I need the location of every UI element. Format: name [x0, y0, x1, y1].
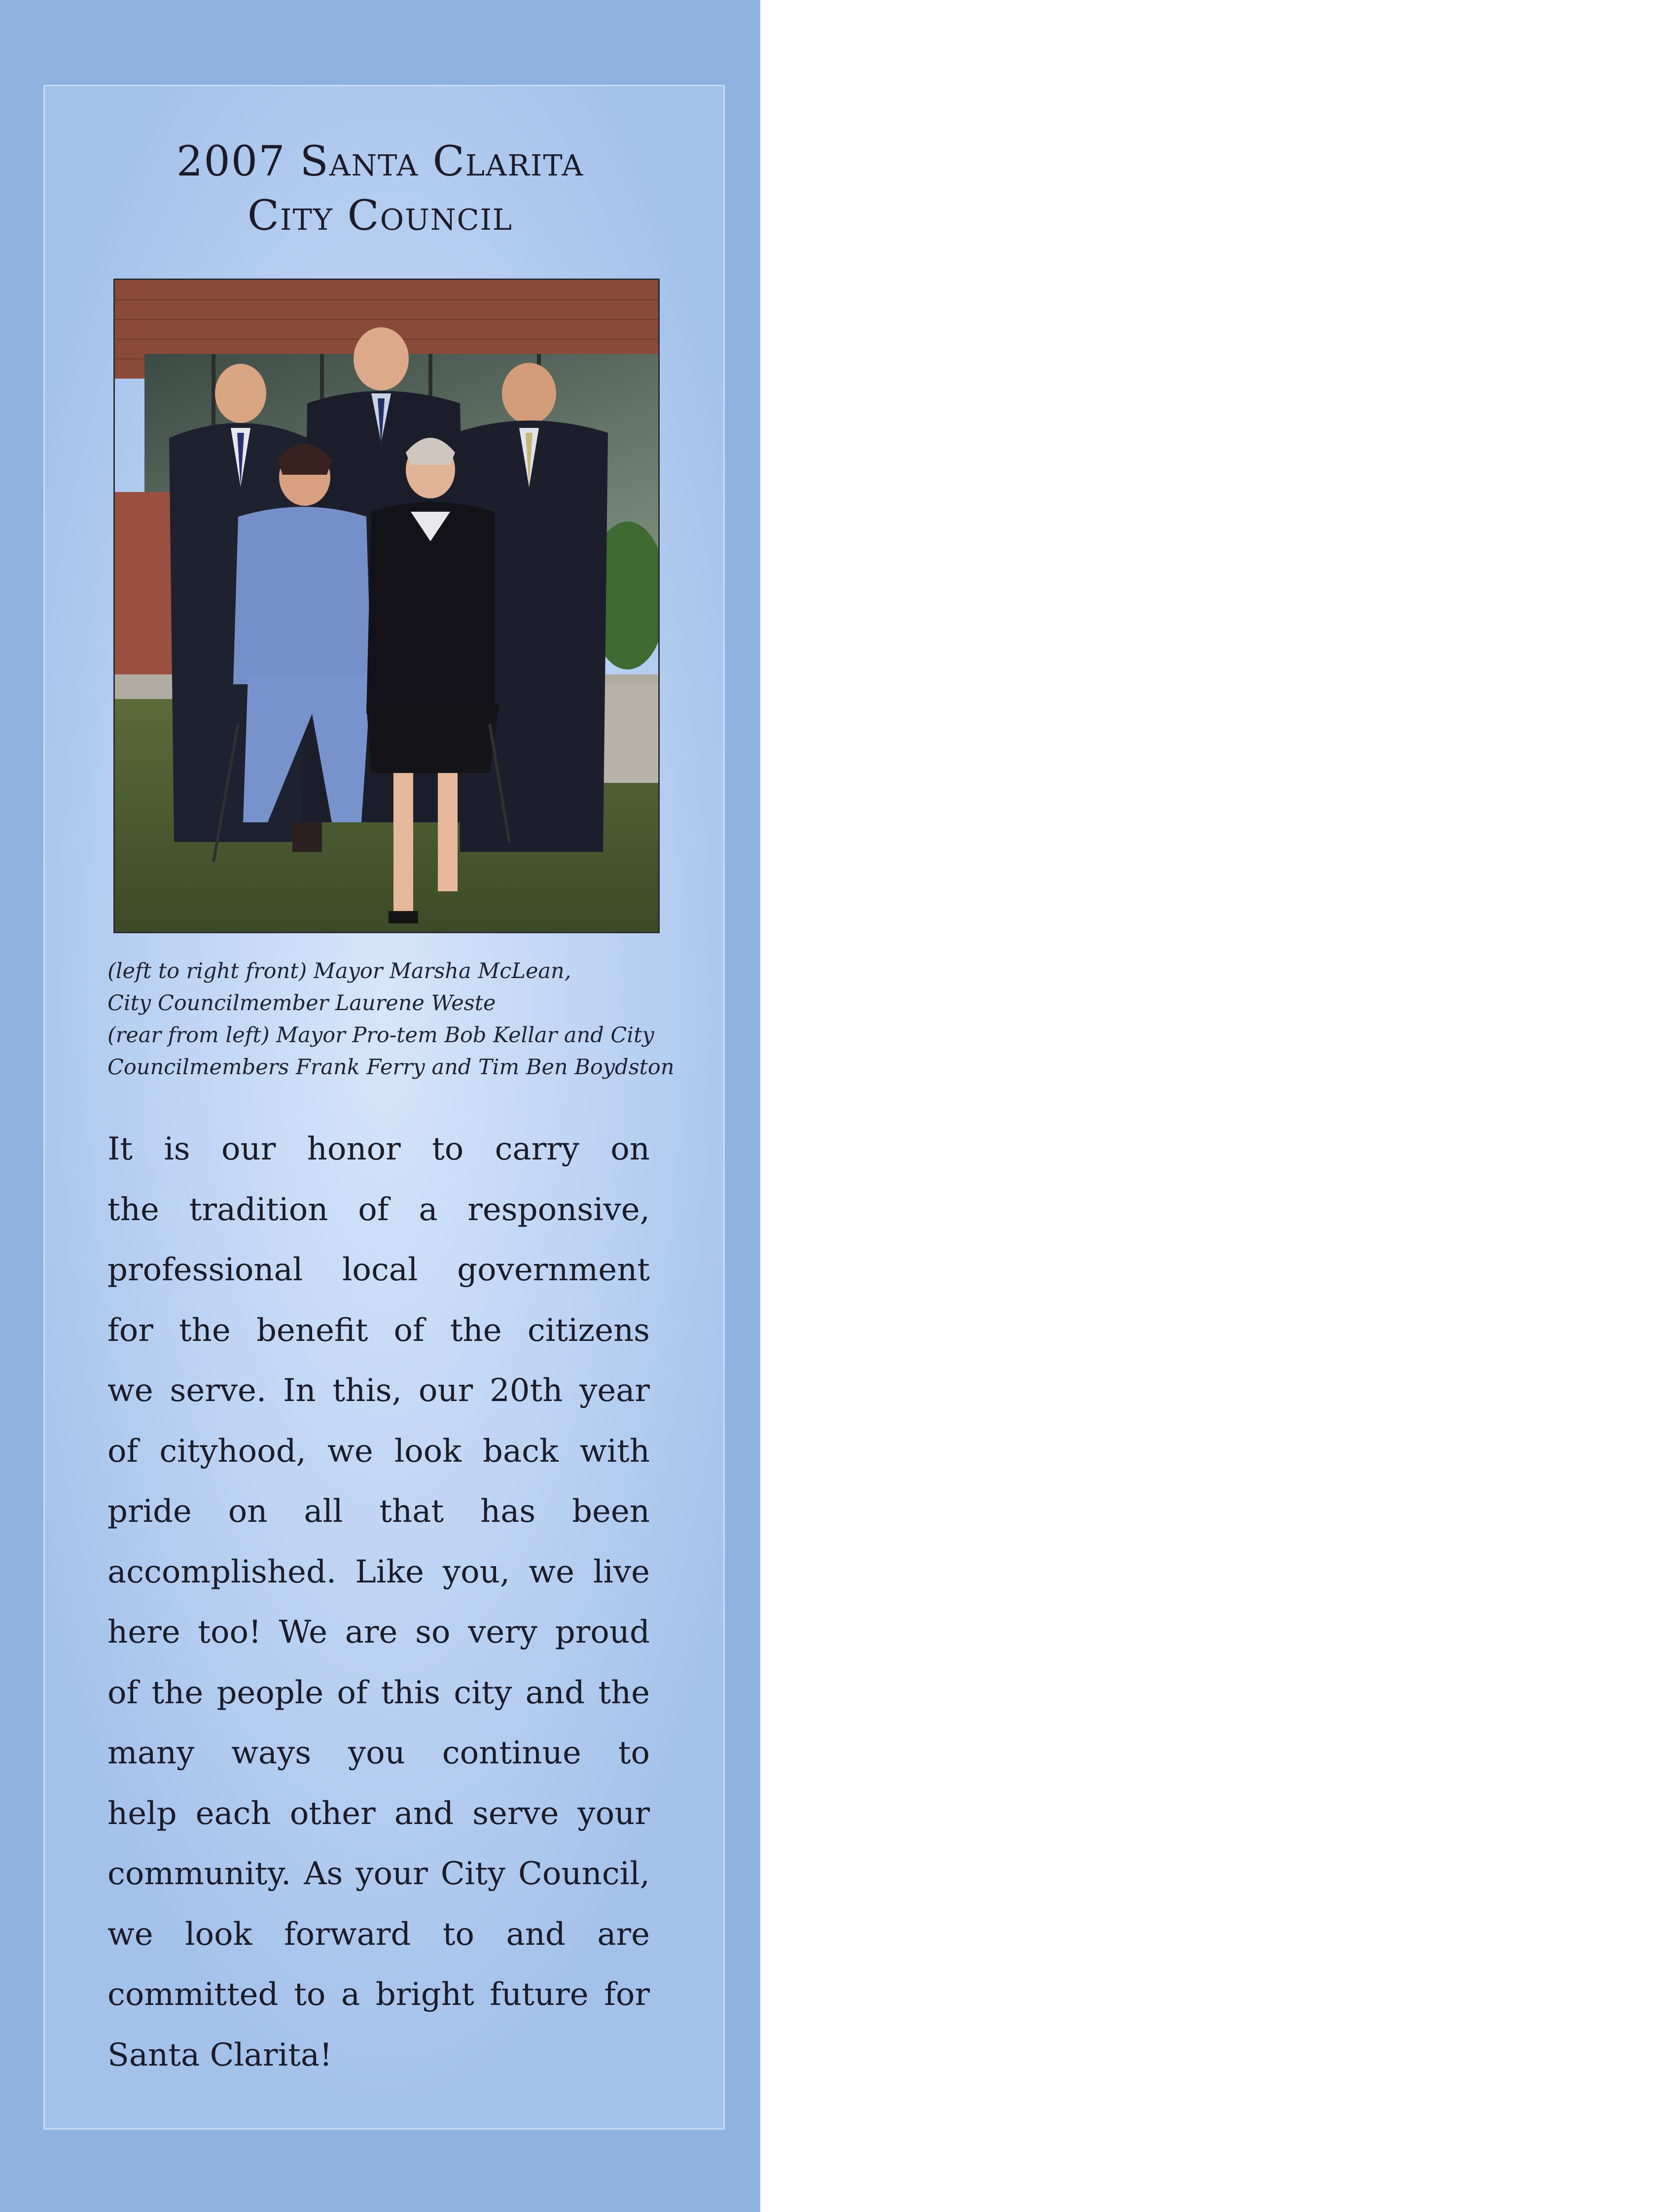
- message-line: Santa Clarita!: [107, 2036, 332, 2073]
- brochure-panel: [0, 0, 760, 2212]
- message-line: committed to a bright future for: [107, 1976, 650, 2013]
- photo-caption: [107, 955, 699, 1084]
- caption-line: City Councilmember Laurene Weste: [107, 991, 496, 1016]
- message-line: we serve. In this, our 20th year: [107, 1372, 650, 1409]
- title-line-1: 2007 Santa Clarita: [176, 137, 584, 185]
- council-message: [107, 1119, 650, 2085]
- message-line: accomplished. Like you, we live: [107, 1553, 650, 1590]
- message-line: It is our honor to carry on: [107, 1131, 650, 1167]
- caption-line: Councilmembers Frank Ferry and Tim Ben Boydston: [107, 1055, 675, 1080]
- message-line: the tradition of a responsive,: [107, 1191, 650, 1228]
- message-line: here too! We are so very proud: [107, 1614, 650, 1650]
- caption-line: (left to right front) Mayor Marsha McLean,: [107, 959, 571, 983]
- message-line: community. As your City Council,: [107, 1856, 650, 1892]
- message-line: of cityhood, we look back with: [107, 1433, 650, 1470]
- caption-line: (rear from left) Mayor Pro-tem Bob Kellar and City: [107, 1023, 654, 1048]
- message-line: we look forward to and are: [107, 1916, 650, 1953]
- message-line: professional local government: [107, 1252, 650, 1288]
- message-line: help each other and serve your: [107, 1795, 650, 1832]
- message-line: pride on all that has been: [107, 1493, 650, 1530]
- message-line: for the benefit of the citizens: [107, 1312, 650, 1349]
- message-line: many ways you continue to: [107, 1735, 650, 1771]
- council-group-photo: [113, 279, 660, 933]
- title-line-2: City Council: [247, 191, 513, 240]
- message-line: of the people of this city and the: [107, 1674, 650, 1711]
